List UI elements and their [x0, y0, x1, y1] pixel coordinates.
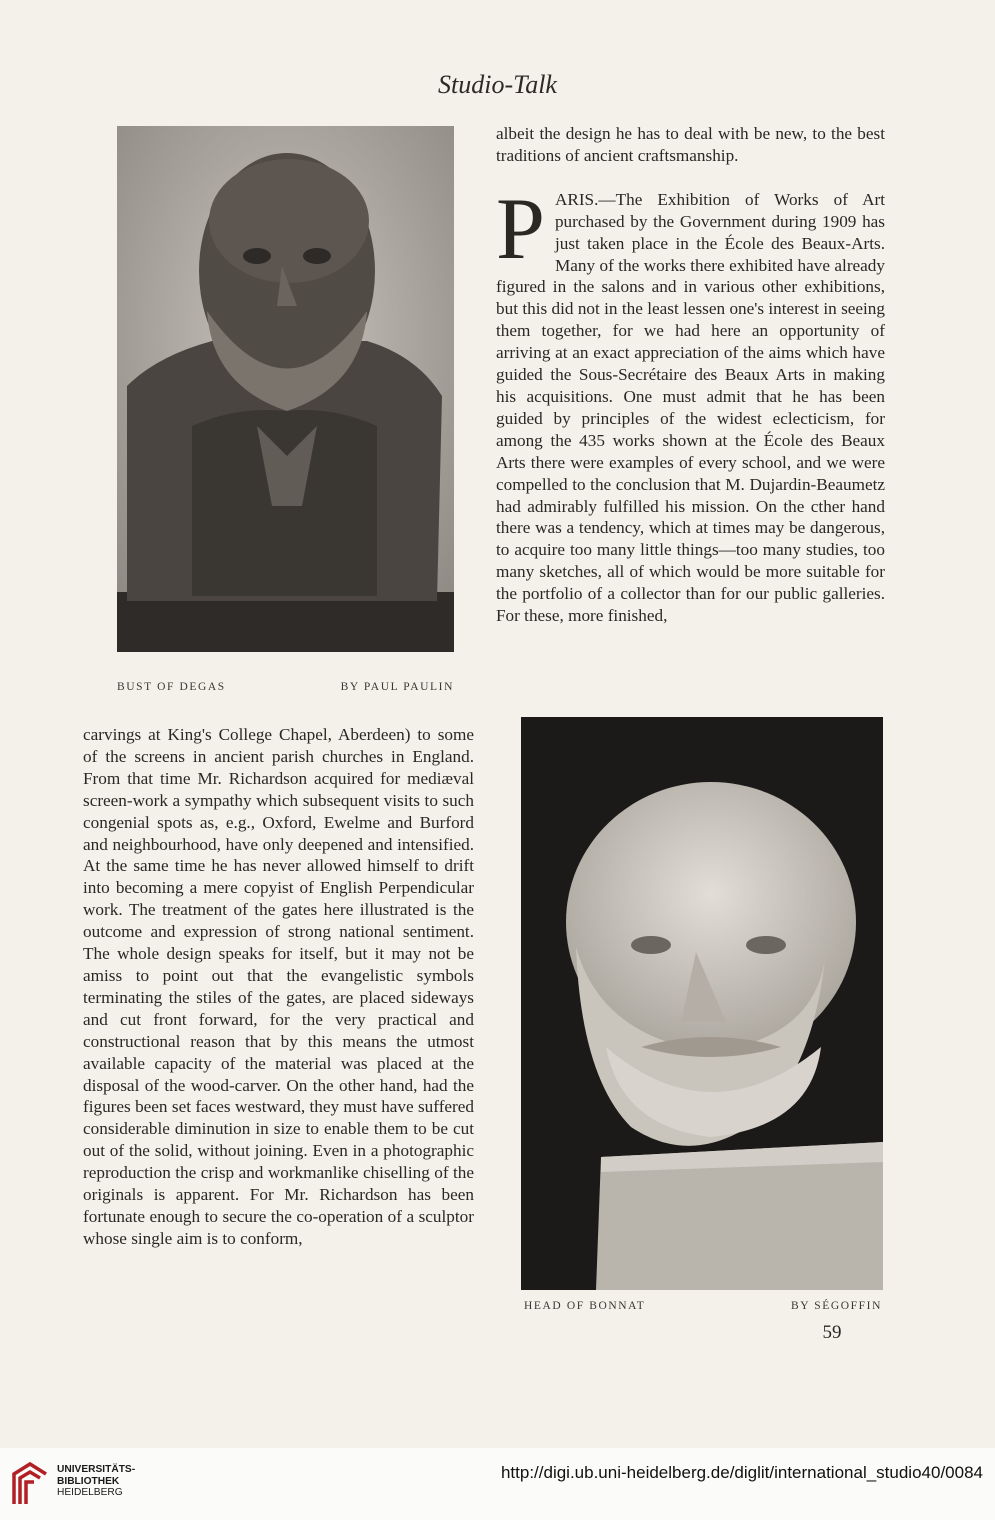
- footer: [0, 1448, 995, 1520]
- running-title: Studio-Talk: [438, 70, 557, 99]
- source-url-link[interactable]: http://digi.ub.uni-heidelberg.de/diglit/international_studio40/0084: [500, 1463, 983, 1482]
- library-name: [57, 1464, 135, 1499]
- top-caption-artist: BY PAUL PAULIN: [340, 681, 454, 693]
- right-paragraph-2: [496, 180, 885, 627]
- bottom-caption-artist: BY SÉGOFFIN: [791, 1300, 882, 1312]
- right-paragraph-2-text: ARIS.—The Exhibition of Works of Art purchased by the Government during 1909 has just taken place in the École des Beaux-Arts. Many of the works there exhibited have already figured in the salons and in various other exhibitions, but this did not in the least lessen one's interest in seeing them together, for we had here an opportunity of arriving at an exact appreciation of the aims which have guided the Sous-Secrétaire des Beaux Arts in making his acquisitions. One must admit that he has been guided by principles of the widest eclecticism, for among the 435 works shown at the École des Beaux Arts there were examples of every school, and we were compelled to the conclusion that M. Dujardin-Beaumetz had admirably fulfilled his mission. On the cther hand there was a tendency, which at times may be dangerous, to acquire too many little things—too many studies, too many sketches, all of which would be more suitable for the portfolio of a collector than for our public galleries. For these, more finished,: [496, 189, 885, 626]
- drop-cap: P: [496, 180, 545, 278]
- right-column: [496, 123, 885, 627]
- library-line-2: BIBLIOTHEK: [57, 1475, 120, 1487]
- top-caption-title: BUST OF DEGAS: [117, 681, 226, 693]
- left-paragraph: carvings at King's College Chapel, Aberdeen) to some of the screens in ancient parish churches in England. From that time Mr. Richardson acquired for mediæval screen-work a sympathy which subsequent visits to such congenial spots as, e.g., Oxford, Ewelme and Burford and neighbourhood, have only deepened and intensified. At the same time he has never allowed himself to drift into becoming a mere copyist of English Perpendicular work. The treatment of the gates here illustrated is the outcome and expression of strong national sentiment. The whole design speaks for itself, but it may not be amiss to point out that the evangelistic symbols terminating the stiles of the gates, are placed sideways and cut front forward, for the very practical and constructional reason that by this means the utmost available capacity of the material was placed at the disposal of the wood-carver. On the other hand, had the figures been set faces westward, they must have suffered considerable diminution in size to enable them to be cut out of the solid, without joining. Even in a photographic reproduction the crisp and workmanlike chiselling of the originals is apparent. For Mr. Richardson has been fortunate enough to secure the co-operation of a sculptor whose single aim is to conform,: [83, 725, 474, 1248]
- page-number: 59: [822, 1322, 842, 1343]
- bottom-figure-caption: [524, 1300, 882, 1312]
- library-line-3: HEIDELBERG: [57, 1487, 123, 1498]
- bottom-caption-title: HEAD OF BONNAT: [524, 1300, 646, 1312]
- top-figure-caption: [117, 681, 454, 693]
- library-line-1: UNIVERSITÄTS-: [57, 1464, 136, 1475]
- head-of-bonnat-photo: [521, 717, 883, 1290]
- left-column: [83, 724, 474, 1250]
- bust-of-degas-photo: [117, 126, 454, 652]
- right-paragraph-1: albeit the design he has to deal with be new, to the best traditions of ancient craftsmanship.: [496, 124, 885, 165]
- library-logo-icon: [8, 1460, 52, 1510]
